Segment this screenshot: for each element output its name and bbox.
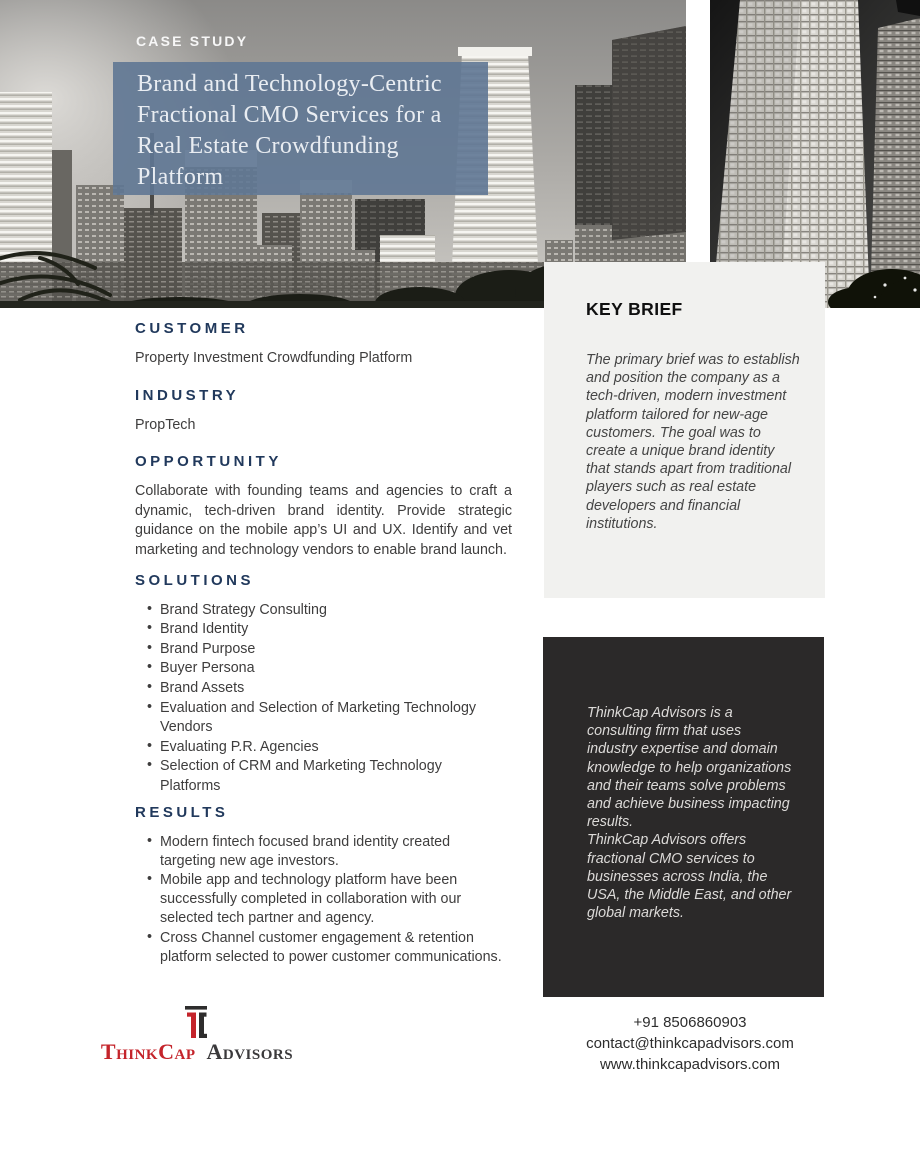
key-brief-heading: KEY BRIEF [586,299,683,319]
page-title: Brand and Technology-Centric Fractional CMO Services for a Real Estate Crowdfunding Platform [137,71,442,190]
thinkcap-monogram-icon [182,1006,212,1038]
section-industry [135,388,512,436]
about-paragraph: ThinkCap Advisors is a consulting firm that uses industry expertise and domain knowledge to help organizations and their teams solve problems and achieve business impacting results. [587,705,792,831]
contact-website: www.thinkcapadvisors.com [599,1056,781,1073]
section-results [135,805,512,967]
contact-email: contact@thinkcapadvisors.com [586,1035,794,1052]
contact-phone: +91 8506860903 [633,1014,747,1031]
key-brief-card [544,262,825,598]
list-item: • Mobile app and technology platform have been successfully completed in collaboration with our selected tech partner and agency. [135,871,512,929]
solutions-list [135,601,512,797]
main-content-column [135,321,512,967]
list-item: • Evaluation and Selection of Marketing Technology Vendors [135,699,512,738]
list-item: • Modern fintech focused brand identity created targeting new age investors. [135,833,512,871]
case-study-label: CASE STUDY [136,33,249,49]
logo-text-primary: ThinkCap [100,1039,196,1064]
list-item: • Evaluating P.R. Agencies [135,738,512,758]
list-item: • Selection of CRM and Marketing Technology Platforms [135,757,512,796]
section-opportunity [135,454,512,560]
industry-body: PropTech [135,416,196,433]
list-item: • Brand Assets [135,679,512,699]
key-brief-body: The primary brief was to establish and position the company as a tech-driven, modern investment platform tailored for new-age customers. The goal was to create a unique brand identity that stands apart from traditional players such as real estate developers and financial institutions. [586,352,800,532]
customer-body: Property Investment Crowdfunding Platform [135,350,413,366]
about-paragraph: ThinkCap Advisors offers fractional CMO services to businesses across India, the USA, the Middle East, and other global markets. [587,832,792,922]
section-customer [135,321,512,369]
list-item: • Brand Identity [135,620,512,640]
results-list [135,833,512,967]
list-item: • Buyer Persona [135,659,512,679]
solutions-heading: SOLUTIONS [135,571,255,589]
results-heading: RESULTS [135,803,229,821]
thinkcap-logo [91,1006,303,1065]
industry-heading: INDUSTRY [135,386,240,404]
logo-text-secondary: Advisors [206,1039,294,1064]
contact-block [540,1012,840,1075]
customer-heading: CUSTOMER [135,320,249,337]
list-item: • Brand Purpose [135,640,512,660]
logo-wordmark [91,1039,303,1065]
about-company-card [543,637,824,997]
opportunity-heading: OPPORTUNITY [135,453,282,471]
list-item: • Brand Strategy Consulting [135,601,512,621]
section-solutions [135,573,512,797]
opportunity-body: Collaborate with founding teams and agencies to craft a dynamic, tech-driven brand identity. Provide strategic guidance on the mobile app’s UI and UX. Identify and vet marketing and technology vendors to enable brand launch. [135,483,512,558]
list-item: • Cross Channel customer engagement & retention platform selected to power customer communications. [135,929,512,967]
title-box [113,62,488,195]
